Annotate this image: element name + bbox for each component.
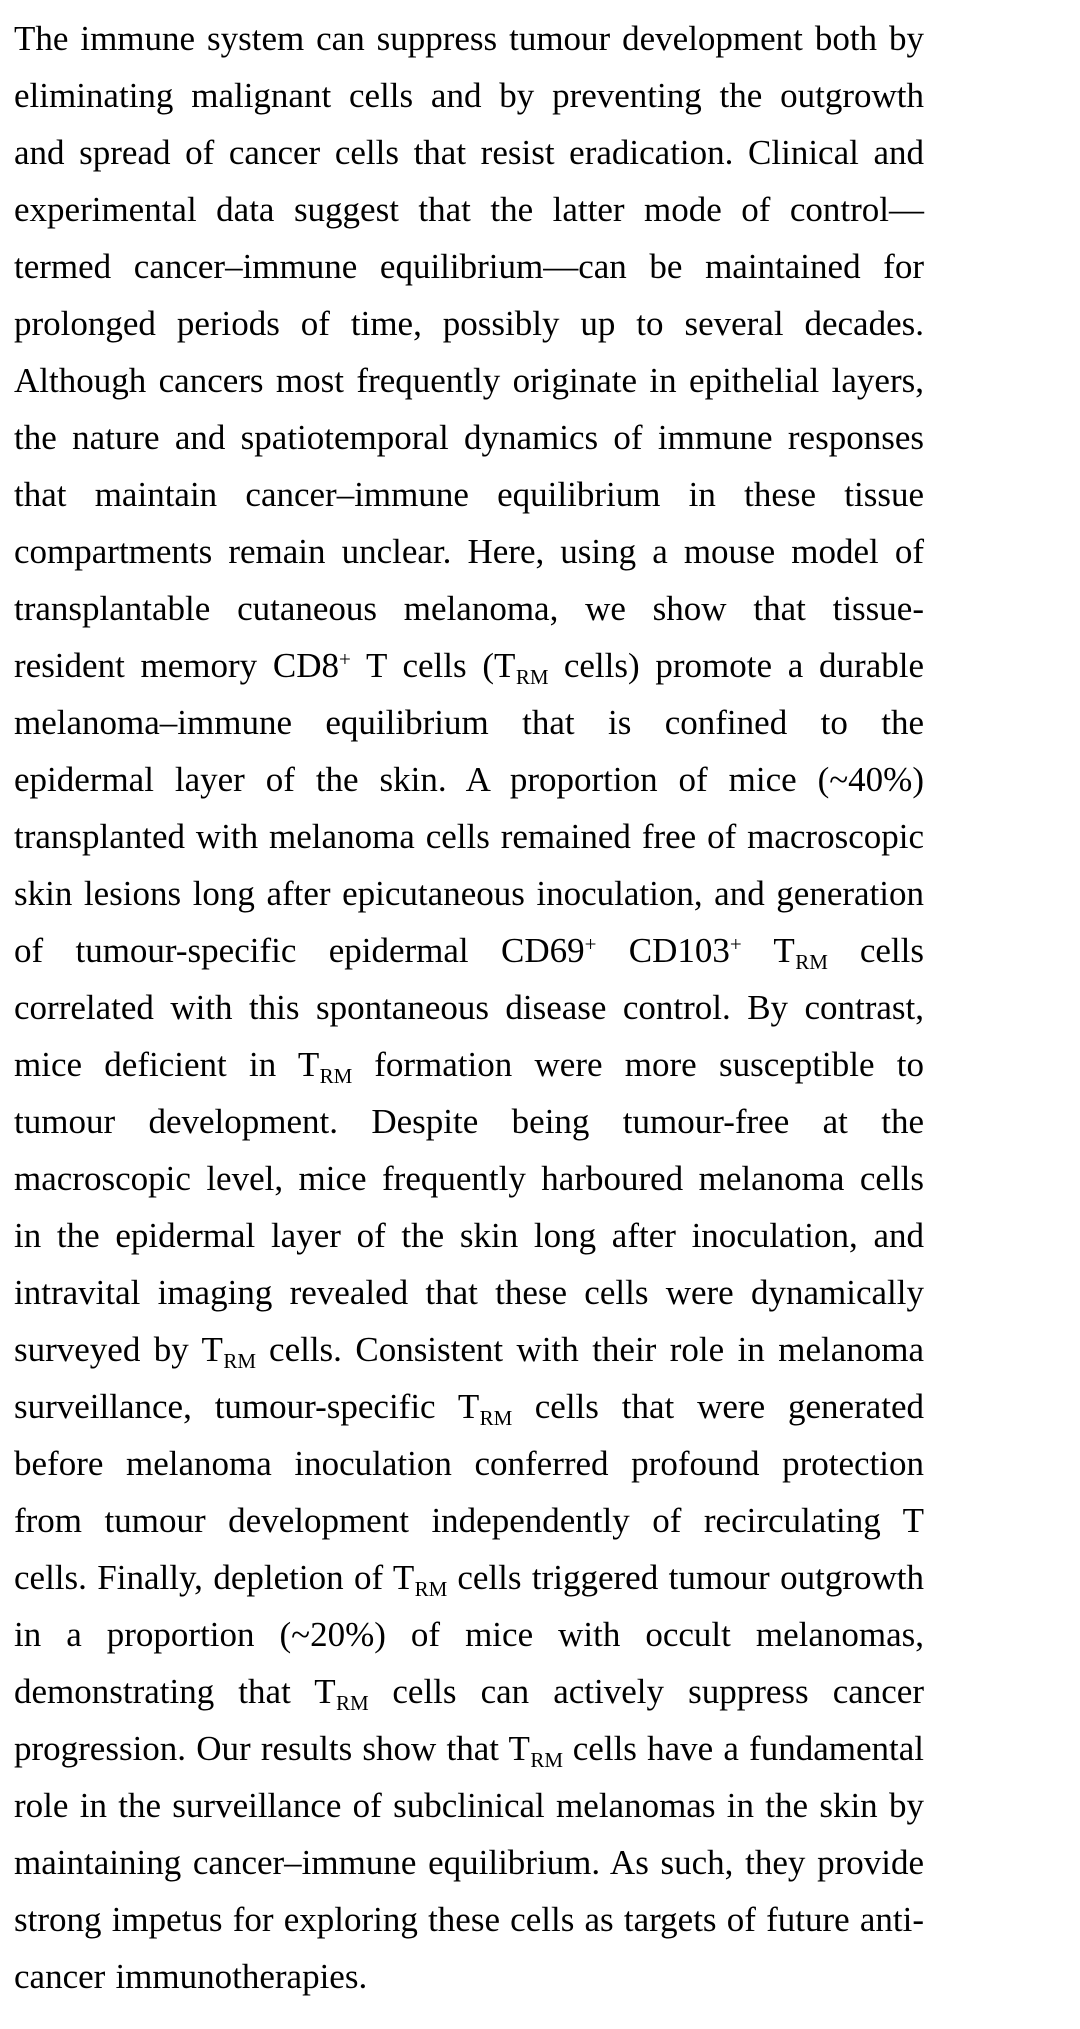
text-run-normal: cells that were generated before melanoma inoculation conferred profound protection from tumour development independently of recirculating T cells. Finally, depletion of T: [14, 1387, 924, 1597]
text-run-sub: RM: [515, 664, 549, 689]
text-run-normal: T cells (T: [350, 646, 516, 685]
text-run-sub: RM: [223, 1348, 257, 1373]
text-run-normal: T: [741, 931, 795, 970]
text-run-normal: The immune system can suppress tumour development both by eliminating malignant cells and by preventing the outgrowth and spread of cancer cells that resist eradication. Clinical and experimental data suggest that the latter mode of control—termed cancer–immune equilibrium—can be maintained for prolonged periods of time, possibly up to several decades. Although cancers most frequently originate in epithelial layers, the nature and spatiotemporal dynamics of immune responses that maintain cancer–immune equilibrium in these tissue compartments remain unclear. Here, using a mouse model of transplantable cutaneous melanoma, we show that tissue-resident memory CD8: [14, 19, 924, 685]
text-run-normal: cells triggered tumour outgrowth in a proportion (~20%) of mice with occult melanomas, demonstrating that T: [14, 1558, 924, 1711]
text-run-normal: CD103: [596, 931, 730, 970]
abstract-paragraph: [14, 10, 924, 2005]
text-run-sub: RM: [414, 1576, 448, 1601]
text-run-normal: cells. Consistent with their role in melanoma surveillance, tumour-specific T: [14, 1330, 924, 1426]
text-run-sup: +: [729, 932, 742, 957]
text-run-sub: RM: [479, 1405, 513, 1430]
text-run-sup: +: [339, 647, 351, 672]
text-run-sub: RM: [319, 1063, 353, 1088]
text-run-normal: cells can actively suppress cancer progression. Our results show that T: [14, 1672, 924, 1768]
text-run-sub: RM: [336, 1690, 369, 1715]
text-run-normal: cells correlated with this spontaneous disease control. By contrast, mice deficient in T: [14, 931, 924, 1084]
text-run-sup: +: [584, 932, 597, 957]
text-run-normal: formation were more susceptible to tumour development. Despite being tumour-free at the macroscopic level, mice frequently harboured melanoma cells in the epidermal layer of the skin long after inoculation, and intravital imaging revealed that these cells were dynamically surveyed by T: [14, 1045, 924, 1369]
text-run-normal: cells) promote a durable melanoma–immune equilibrium that is confined to the epidermal layer of the skin. A proportion of mice (~40%) transplanted with melanoma cells remained free of macroscopic skin lesions long after epicutaneous inoculation, and generation of tumour-specific epidermal CD69: [14, 646, 924, 970]
text-run-normal: cells have a fundamental role in the surveillance of subclinical melanomas in the skin by maintaining cancer–immune equilibrium. As such, they provide strong impetus for exploring these cells as targets of future anti-cancer immunotherapies.: [14, 1729, 924, 1996]
text-run-sub: RM: [795, 949, 828, 974]
text-run-sub: RM: [530, 1747, 563, 1772]
